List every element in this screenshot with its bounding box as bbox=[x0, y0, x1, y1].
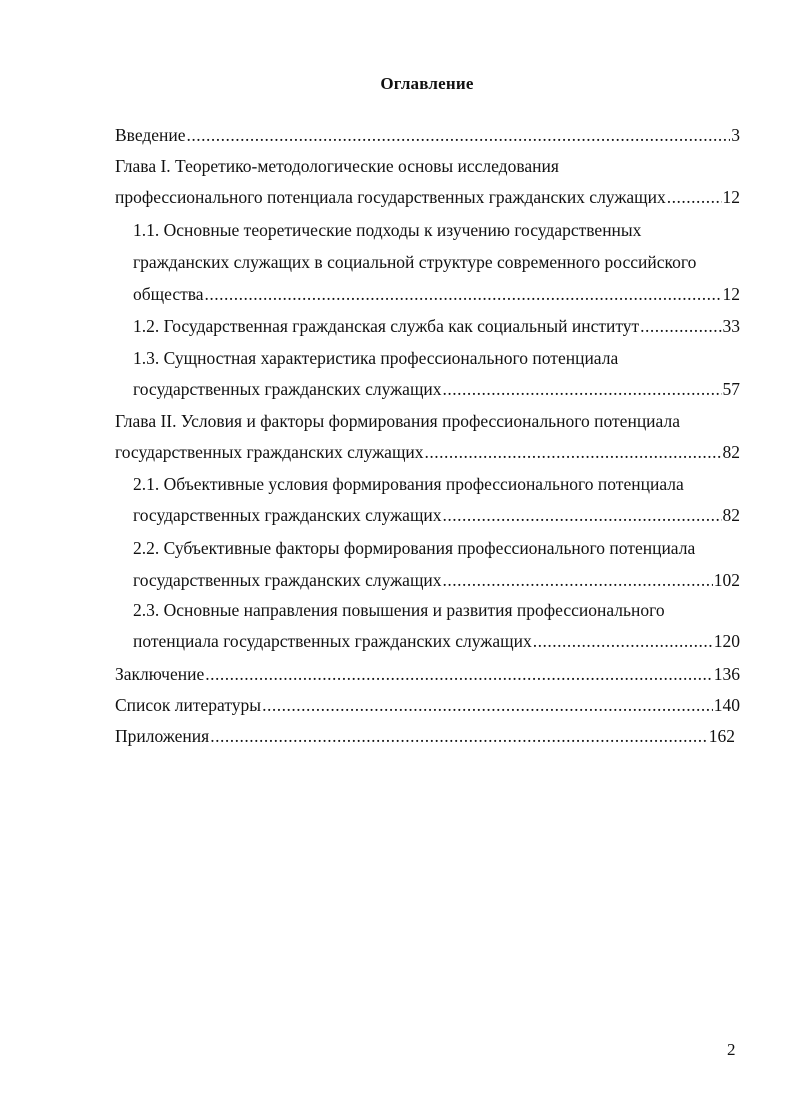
toc-entry-text: гражданских служащих в социальной структуре современного российского bbox=[133, 252, 697, 272]
toc-entry-conclusion[interactable] bbox=[115, 659, 740, 689]
toc-entry-text: Список литературы bbox=[115, 695, 262, 715]
toc-entry-text: Введение bbox=[115, 125, 186, 145]
toc-leader-dots bbox=[425, 437, 722, 467]
toc-leader-dots bbox=[667, 182, 722, 212]
toc-entry-chapter-1-line-2[interactable] bbox=[115, 182, 740, 212]
toc-entry-text: Заключение bbox=[115, 664, 205, 684]
toc-leader-dots bbox=[640, 311, 721, 341]
toc-entry-1-3-line-2[interactable] bbox=[133, 374, 740, 404]
toc-entry-page: 12 bbox=[722, 284, 740, 304]
toc-leader-dots bbox=[443, 500, 722, 530]
toc-entry-page: 82 bbox=[722, 442, 740, 462]
toc-entry-text: Приложения bbox=[115, 726, 210, 746]
toc-entry-text: 2.2. Субъективные факторы формирования профессионального потенциала bbox=[133, 538, 696, 558]
toc-entry-page: 102 bbox=[713, 570, 740, 590]
toc-entry-appendices[interactable] bbox=[115, 721, 735, 751]
toc-entry-text: 1.3. Сущностная характеристика профессионального потенциала bbox=[133, 348, 619, 368]
toc-entry-text: государственных гражданских служащих bbox=[133, 379, 442, 399]
toc-entry-chapter-2-line-1[interactable] bbox=[115, 406, 680, 436]
toc-entry-2-1-line-2[interactable] bbox=[133, 500, 740, 530]
toc-entry-1-1-line-2[interactable] bbox=[133, 247, 696, 277]
toc-entry-2-2-line-1[interactable] bbox=[133, 533, 695, 563]
toc-leader-dots bbox=[210, 721, 708, 751]
toc-entry-page: 12 bbox=[722, 187, 740, 207]
toc-leader-dots bbox=[443, 565, 713, 595]
toc-entry-page: 57 bbox=[722, 379, 740, 399]
toc-entry-2-3-line-1[interactable] bbox=[133, 595, 665, 625]
toc-entry-text: Глава I. Теоретико-методологические основы исследования bbox=[115, 156, 559, 176]
toc-entry-page: 162 bbox=[708, 726, 735, 746]
toc-entry-text: 2.3. Основные направления повышения и развития профессионального bbox=[133, 600, 665, 620]
toc-entry-chapter-1-line-1[interactable] bbox=[115, 151, 559, 181]
toc-entry-page: 136 bbox=[713, 664, 740, 684]
toc-entry-text: Глава II. Условия и факторы формирования профессионального потенциала bbox=[115, 411, 680, 431]
toc-entry-1-3-line-1[interactable] bbox=[133, 343, 618, 373]
toc-leader-dots bbox=[205, 279, 722, 309]
toc-entry-introduction[interactable] bbox=[115, 120, 740, 150]
toc-entry-text: государственных гражданских служащих bbox=[133, 570, 442, 590]
toc-entry-text: общества bbox=[133, 284, 204, 304]
toc-entry-page: 82 bbox=[722, 505, 740, 525]
toc-entry-page: 33 bbox=[722, 316, 740, 336]
toc-entry-text: 1.2. Государственная гражданская служба как социальный институт bbox=[133, 316, 640, 336]
toc-entry-chapter-2-line-2[interactable] bbox=[115, 437, 740, 467]
toc-entry-2-2-line-2[interactable] bbox=[133, 565, 740, 595]
page-number: 2 bbox=[727, 1040, 736, 1059]
toc-leader-dots bbox=[205, 659, 713, 689]
toc-leader-dots bbox=[187, 120, 731, 150]
toc-entry-2-3-line-2[interactable] bbox=[133, 626, 740, 656]
toc-entry-text: потенциала государственных гражданских служащих bbox=[133, 631, 532, 651]
toc-entry-1-1-line-3[interactable] bbox=[133, 279, 740, 309]
toc-entry-text: государственных гражданских служащих bbox=[115, 442, 424, 462]
toc-title: Оглавление bbox=[380, 74, 474, 93]
toc-entry-text: 2.1. Объективные условия формирования профессионального потенциала bbox=[133, 474, 684, 494]
toc-entry-page: 3 bbox=[731, 125, 740, 145]
toc-entry-text: профессионального потенциала государственных гражданских служащих bbox=[115, 187, 666, 207]
toc-entry-1-2[interactable] bbox=[133, 311, 740, 341]
toc-entry-1-1-line-1[interactable] bbox=[133, 215, 641, 245]
toc-entry-text: 1.1. Основные теоретические подходы к изучению государственных bbox=[133, 220, 642, 240]
toc-entry-page: 120 bbox=[713, 631, 740, 651]
toc-leader-dots bbox=[262, 690, 713, 720]
toc-entry-page: 140 bbox=[713, 695, 740, 715]
toc-leader-dots bbox=[443, 374, 722, 404]
toc-entry-references[interactable] bbox=[115, 690, 740, 720]
toc-entry-2-1-line-1[interactable] bbox=[133, 469, 684, 499]
toc-leader-dots bbox=[533, 626, 713, 656]
toc-entry-text: государственных гражданских служащих bbox=[133, 505, 442, 525]
